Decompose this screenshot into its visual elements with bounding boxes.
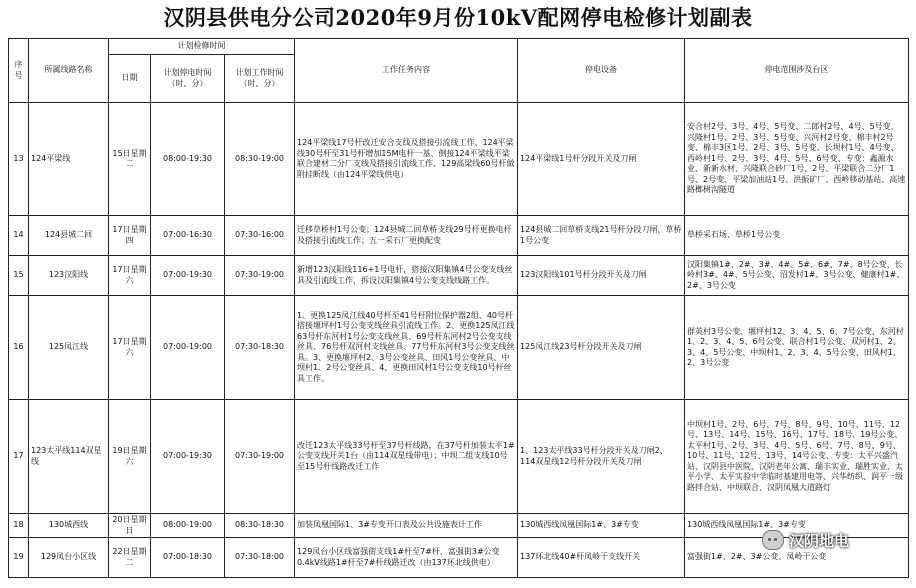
row-seq: 19 [9, 538, 29, 578]
row-seq: 18 [9, 514, 29, 538]
table-row [9, 103, 909, 216]
header-plan-group: 计划检修时间 [109, 39, 295, 55]
table-row [9, 296, 909, 400]
row-outage-time: 07:00-18:30 [151, 538, 225, 578]
schedule-table [8, 38, 909, 578]
row-seq: 15 [9, 256, 29, 296]
row-scope: 130城西线凤凰国际1#、3#专变 [685, 514, 909, 538]
row-line: 129凤台小区线 [29, 538, 109, 578]
row-outage-time: 07:00-19:30 [151, 400, 225, 514]
row-line: 124平梁线 [29, 103, 109, 216]
header-plan-work: 计划工作时间（时、分） [225, 55, 295, 103]
row-seq: 17 [9, 400, 29, 514]
row-outage-time: 07:00-19:30 [151, 256, 225, 296]
row-outage-time: 07:00-19:00 [151, 296, 225, 400]
header-seq: 序号 [9, 39, 29, 103]
row-date: 20日星期日 [109, 514, 151, 538]
row-task: 129凤台小区线富强街支线1#杆至7#杆、富强街3#公变0.4kV线路1#杆至7#杆线路迁改（由137环北线供电） [295, 538, 518, 578]
row-line: 123太平线114双星线 [29, 400, 109, 514]
row-work-time: 08:30-19:00 [225, 103, 295, 216]
row-line: 123汉阳线 [29, 256, 109, 296]
row-task: 迁移草桥村1号公变；124县城二回草桥支线29号杆更换电杆及搭接引流线工作；五一采石厂更换配变 [295, 216, 518, 256]
row-work-time: 07:30-16:00 [225, 216, 295, 256]
row-work-time: 07:30-18:00 [225, 538, 295, 578]
row-equipment: 1、123太平线33号杆分段开关及刀闸2、114双星线12号杆分段开关及刀闸 [518, 400, 685, 514]
wechat-icon [762, 530, 784, 550]
table-row [9, 400, 909, 514]
row-equipment: 124平梁线1号杆分段开关及刀闸 [518, 103, 685, 216]
row-scope: 中坝村1号、2号、6号、7号、8号、9号、10号、11号、12号、13号、14号、15号、16号、17号、18号、19号公变、太平村1号、2号、3号、4号、5号、6号、7号、8号、9号、10号、11号、12号、13号、14号公变、专变：太平兴盛汽站、汉阴县中医院、汉阴老年公寓、瑞丰实业、瑞胜实业、太平小学、太平实验中学临时基建用电等、兴华纺织、润平一级路拌合站、中坝联合、汉阴凤凰大道路灯 [685, 400, 909, 514]
row-outage-time: 08:00-19:30 [151, 103, 225, 216]
row-date: 17日星期六 [109, 256, 151, 296]
header-task: 工作任务内容 [295, 39, 518, 103]
watermark [762, 528, 912, 552]
row-outage-time: 07:00-16:30 [151, 216, 225, 256]
row-scope: 安合村2号、3号、4号、5号变、二郎村2号、4号、5号变、兴隆村1号、2号、3号、5号变、兴河村2号变、棉丰村2号变、棉丰3区1号、2号、3号、5号变、长坝村1号、4号变、西岭村1号、2号、3号、4号、5号、6号变、专变：鑫源水业、新新水材、兴隆联合砂厂1号、2号、平梁联合二分厂1号、2号变、平梁加油站1号、洪振矿厂、西岭移动基站、高速路榔树沟隧道 [685, 103, 909, 216]
page-title: 汉阴县供电分公司2020年9月份10kV配网停电检修计划副表 [163, 5, 753, 30]
table-row [9, 216, 909, 256]
header-equipment: 停电设备 [518, 39, 685, 103]
row-date: 19日星期六 [109, 400, 151, 514]
row-seq: 13 [9, 103, 29, 216]
row-task: 新增123汉阳线116+1号电杆，搭接汉阳集镇4号公变支线丝具及引流线工作，拆设汉阳集镇4号公变支线线路工作。 [295, 256, 518, 296]
row-date: 15日星期二 [109, 103, 151, 216]
row-equipment: 125凤江线23号杆分段开关及刀闸 [518, 296, 685, 400]
header-plan-outage: 计划停电时间（时、分） [151, 55, 225, 103]
row-task: 1、更换125凤江线40号杆至41号杆附位保护器2组、40号杆搭接堰坪村1号公变支线丝具引流线工作。2、更换125凤江线63号杆东河村1号公变支线丝具、69号杆东河村2号公变支线丝具、76号杆双河村支线丝具、77号杆东河村3号公变支线丝具。3、更换堰坪村2、3号公变丝具、田风1号公变丝具、中坝村1、2号公变丝具、4、更换田风村1号公变支线10号杆丝具工作。 [295, 296, 518, 400]
watermark-text: 汉阴地电 [789, 531, 850, 550]
row-work-time: 07:30-18:30 [225, 296, 295, 400]
row-equipment: 124县城二回草桥支线21号杆分段刀闸，草桥1号公变 [518, 216, 685, 256]
row-scope: 汉阳集镇1#、2#、3#、4#、5#、6#、7#、8号公变、长岭村3#、4#、5号公变、沼发村1#、3号公变、健康村1#、2#、3号公变 [685, 256, 909, 296]
row-seq: 14 [9, 216, 29, 256]
row-task: 加装凤凰国际1、3#专变开口表及公共设施表计工作 [295, 514, 518, 538]
row-work-time: 08:30-18:30 [225, 514, 295, 538]
row-line: 124县城二回 [29, 216, 109, 256]
row-task: 改迁123太平线33号杆至37号杆线路，在37号杆加装太平1#公变支线开关1台（由114双星线带电）；中坝二组支线10号至15号杆线路改迁工作 [295, 400, 518, 514]
row-scope: 群英村3号公变、堰坪村12、3、4、5、6、7号公变、东河村1、2、3、4、5、6号公变、联合村1号公变、双河村1、2、3、4、5号公变、中坝村1、2、3、4、5号公变、田风村1、2、3号公变 [685, 296, 909, 400]
row-scope: 草桥采石场、草桥1号公变 [685, 216, 909, 256]
row-equipment: 130城西线凤凰国际1#、3#专变 [518, 514, 685, 538]
row-line: 125凤江线 [29, 296, 109, 400]
row-work-time: 07:30-19:00 [225, 256, 295, 296]
row-date: 17日星期四 [109, 216, 151, 256]
row-task: 124平梁线17号杆改迁安合支线及搭接引流线工作、124平梁线30号杆至31号杆增加15M电杆一基、倒接124平梁线平梁联合建材二分厂支线及搭接引流线工作、129高梁线60号杆做附挂断线（由124平梁线供电） [295, 103, 518, 216]
row-date: 17日星期六 [109, 296, 151, 400]
row-seq: 16 [9, 296, 29, 400]
row-line: 130城西线 [29, 514, 109, 538]
row-equipment: 123汉阳线101号杆分段开关及刀闸 [518, 256, 685, 296]
row-equipment: 137环北线40#杆凤岭干支线开关 [518, 538, 685, 578]
header-line: 所属线路名称 [29, 39, 109, 103]
row-date: 22日星期二 [109, 538, 151, 578]
row-scope: 富强街1#、2#、3#公变、凤岭干公变 [685, 538, 909, 578]
row-work-time: 07:30-19:00 [225, 400, 295, 514]
row-outage-time: 08:00-19:00 [151, 514, 225, 538]
header-date: 日期 [109, 55, 151, 103]
header-scope: 停电范围涉及台区 [685, 39, 909, 103]
table-row [9, 256, 909, 296]
